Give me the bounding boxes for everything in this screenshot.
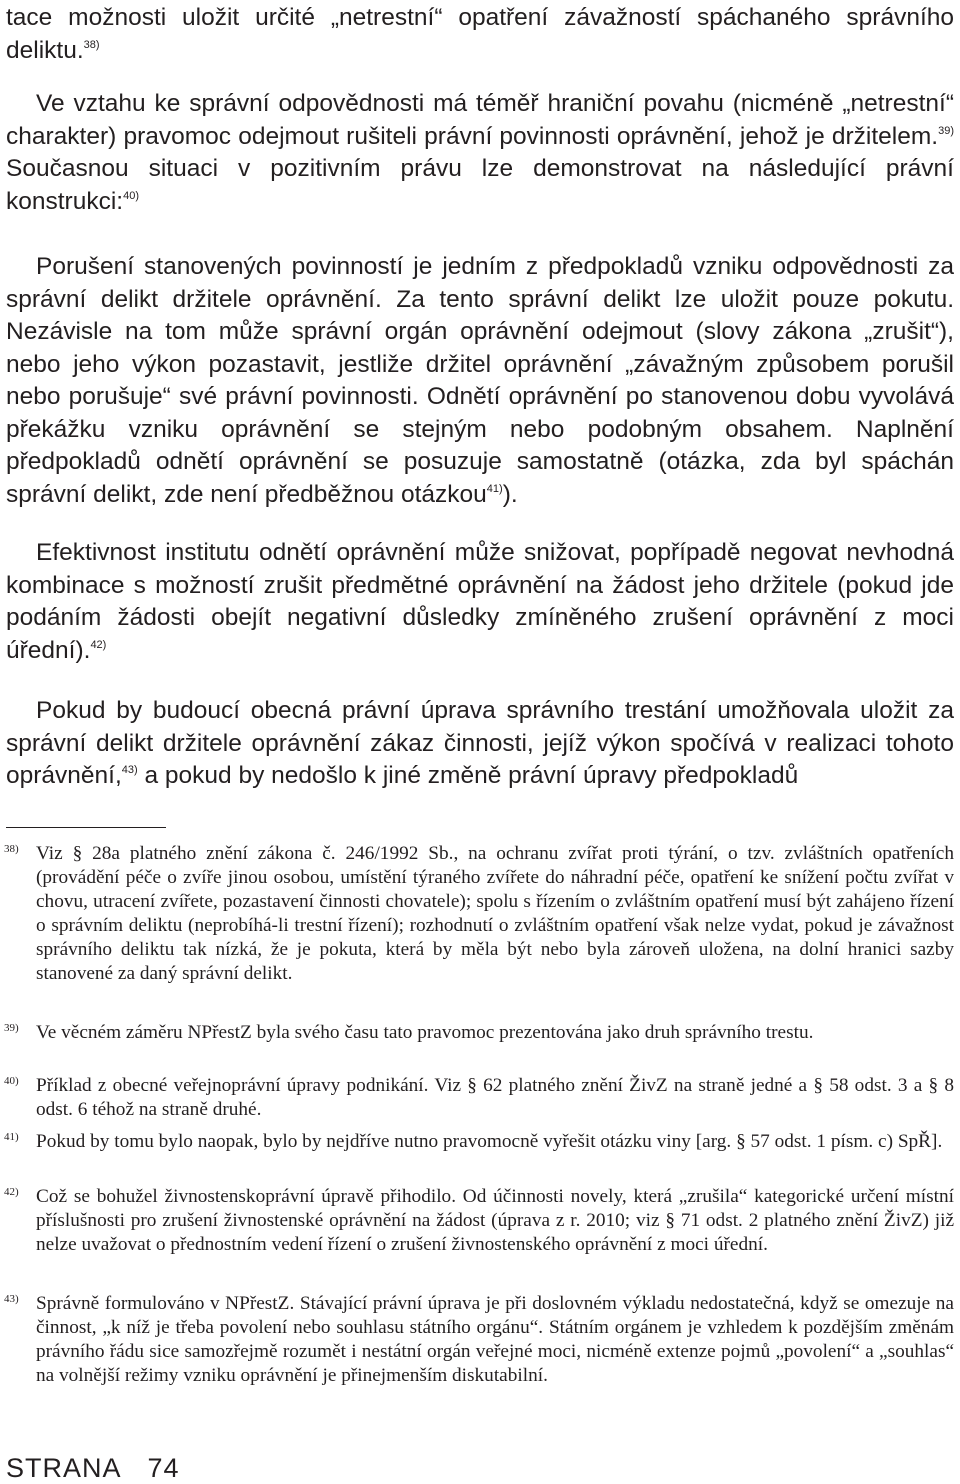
footnote-text: Příklad z obecné veřejnoprávní úpravy podnikání. Viz § 62 platného znění ŽivZ na straně jedné a § 58 odst. 3 a § 8 odst. 6 téhož na straně druhé. (36, 1075, 954, 1121)
footnote-reference[interactable]: 40) (123, 189, 139, 202)
paragraph-text: Porušení stanovených povinností je jedním z předpokladů vzniku odpovědnosti za správní delikt držitele oprávnění. Za tento správní delikt lze uložit pouze pokutu. Nezávisle na tom může správní orgán oprávnění odejmout (slovy zákona „zrušit“), nebo jeho výkon pozastavit, jestliže držitel oprávnění „závažným způsobem porušil nebo porušuje“ své právní povinnosti. Odnětí oprávnění po stanovenou dobu vyvolává překážku vzniku oprávnění se stejným nebo podobným obsahem. Naplnění předpokladů odnětí oprávnění se posuzuje samostatně (otázka, zda byl spáchán správní delikt, zde není předběžnou otázkou (6, 253, 954, 508)
footnote-text: Ve věcném záměru NPřestZ byla svého času tato pravomoc prezentována jako druh správního trestu. (36, 1022, 814, 1043)
paragraph-text: a pokud by nedošlo k jiné změně právní úpravy předpokladů (137, 762, 799, 789)
paragraph-5 (6, 695, 954, 793)
footnote-number: 38) (4, 843, 19, 855)
footnote-38 (0, 842, 960, 987)
paragraph-text: Současnou situaci v pozitivním právu lze demonstrovat na následující právní konstrukci: (6, 155, 954, 215)
footnote-reference[interactable]: 42) (90, 638, 107, 651)
footnote-text: Což se bohužel živnostenskoprávní úpravě přihodilo. Od účinnosti novely, která „zrušila“ kategorické určení místní příslušnosti pro zrušení živnostenské oprávnění na žádost (úprava z r. 2010; viz § 71 odst. 2 platného znění ŽivZ) již nelze uvažovat o přednostním vedení řízení o zrušení živnostenského oprávnění z moci úřední. (36, 1186, 954, 1256)
page-footer (6, 1452, 180, 1484)
footnote-42 (0, 1185, 960, 1257)
footnote-text: Správně formulováno v NPřestZ. Stávající právní úprava je při doslovném výkladu nedostatečná, když se omezuje na činnost, „k níž je třeba povolení nebo souhlasu státního orgánu“. Státním orgánem je vzhledem k pozdějším změnám právního řádu sice samozřejmě rozumět i nestátní orgán veřejné moci, nicméně extenze pojmů „povolení“ a „souhlas“ na volnější režimy vzniku oprávnění je přinejmenším diskutabilní. (36, 1293, 954, 1387)
paragraph-4 (6, 537, 954, 667)
footnote-43 (0, 1292, 960, 1388)
footnote-divider (6, 827, 166, 828)
paragraph-1 (6, 2, 954, 67)
paragraph-text: Ve vztahu ke správní odpovědnosti má téměř hraniční povahu (nicméně „netrestní“ charakter) pravomoc odejmout rušiteli právní povinnosti oprávnění, jehož je držitelem. (6, 90, 954, 150)
footnote-40 (0, 1074, 960, 1122)
footnote-text: Pokud by tomu bylo naopak, bylo by nejdříve nutno pravomocně vyřešit otázku viny [arg. § 57 odst. 1 písm. c) SpŘ]. (36, 1131, 943, 1152)
footnote-reference[interactable]: 41) (486, 482, 503, 495)
page-label: STRANA (6, 1453, 122, 1483)
paragraph-text: Efektivnost institutu odnětí oprávnění může snižovat, popřípadě negovat nevhodná kombinace s možností zrušit předmětné oprávnění na žádost jeho držitele (pokud jde podáním žádosti obejít negativní důsledky zmíněného zrušení oprávnění z moci úřední). (6, 539, 954, 664)
footnote-reference[interactable]: 38) (83, 38, 100, 51)
footnote-number: 41) (4, 1131, 19, 1143)
paragraph-3 (6, 251, 954, 511)
footnote-reference[interactable]: 43) (121, 764, 138, 776)
paragraph-text: ). (502, 480, 518, 508)
paragraph-text: tace možnosti uložit určité „netrestní“ opatření závažností spáchaného správního deliktu. (6, 4, 954, 64)
paragraph-text: Pokud by budoucí obecná právní úprava správního trestání umožňovala uložit za správní delikt držitele oprávnění zákaz činnosti, jejíž výkon spočívá v realizaci tohoto oprávnění, (6, 697, 954, 789)
paragraph-2 (6, 88, 954, 218)
footnote-reference[interactable]: 39) (938, 124, 954, 137)
footnote-number: 39) (4, 1022, 19, 1034)
footnote-41 (0, 1130, 960, 1154)
footnote-text: Viz § 28a platného znění zákona č. 246/1992 Sb., na ochranu zvířat proti týrání, o tzv. zvláštních opatřeních (provádění péče o zvíře jinou osobou, umístění týraného zvířete do náhradní péče, opatření ke snížení počtu zvířat v chovu, utracení zvířete, pozastavení činnosti chovatele); spolu s řízením o zvláštním opatření musí být zahájeno řízení o správním deliktu (neprobíhá-li trestní řízení); rozhodnutí o zvláštním opatření však nelze vydat, pokud je závažnost správního deliktu tak nízká, že je pokuta, která by měla být nebo byla zároveň uložena, na dolní hranici sazby stanovené za daný správní delikt. (36, 843, 954, 985)
footnote-number: 43) (4, 1293, 19, 1305)
footnote-39 (0, 1021, 960, 1045)
footnote-number: 42) (4, 1186, 19, 1198)
page-number: 74 (147, 1453, 180, 1483)
footnote-number: 40) (4, 1075, 19, 1087)
